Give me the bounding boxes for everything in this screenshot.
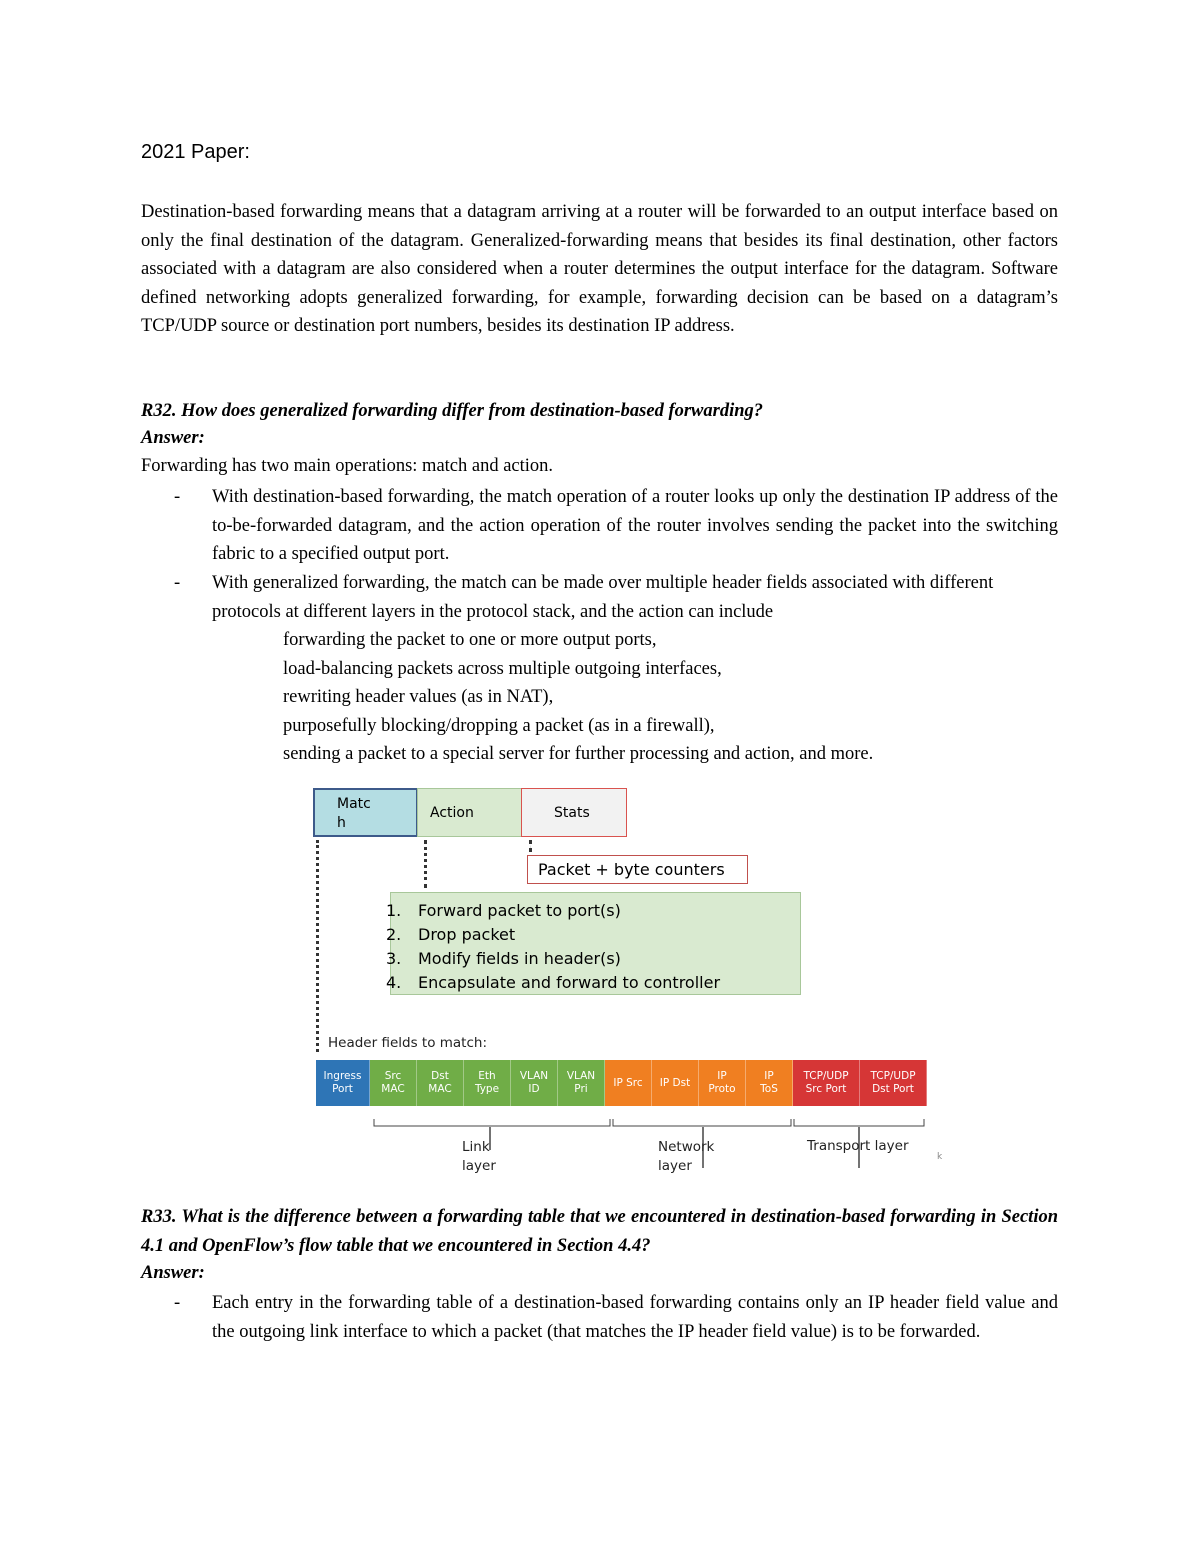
r32-bullet-text: With generalized forwarding, the match can be made over multiple header fields associated with different protocols at different layers in the protocol stack, and the action can include — [212, 573, 994, 622]
action-list-item: 3. Modify fields in header(s) — [386, 949, 621, 968]
header-field: IP Src — [605, 1060, 652, 1106]
intro-paragraph: Destination-based forwarding means that a datagram arriving at a router will be forwarded to an output interface based on only the final destination of the datagram. Generalized-forwarding means that besides its final destination, other factors associated with a datagram are also considered when a router determines the output interface for the datagram. Software defined networking adopts generalized forwarding, for example, forwarding decision can be based on a datagram’s TCP/UDP source or destination port numbers, besides its destination IP address. — [141, 202, 1058, 336]
r32-answer-label: Answer: — [141, 428, 205, 448]
match-label-line2: h — [337, 815, 346, 831]
link-layer-label: Link layer — [462, 1139, 496, 1174]
stray-mark: k — [937, 1152, 943, 1162]
action-item: sending a packet to a special server for further processing and action, and more. — [283, 744, 874, 764]
counters-label: Packet + byte counters — [538, 860, 725, 879]
header-field: VLAN Pri — [558, 1060, 605, 1106]
r33-answer-label: Answer: — [141, 1263, 205, 1283]
action-item: rewriting header values (as in NAT), — [283, 687, 554, 707]
header-field: IP Dst — [652, 1060, 699, 1106]
r32-bullet-text: With destination-based forwarding, the match operation of a router looks up only the destination IP address of the to-be-forwarded datagram, and the action operation of the router involves sending the packet into the switching fabric to a specified output port. — [212, 487, 1058, 564]
layer-brackets — [300, 780, 960, 1175]
bullet-dash: - — [174, 1293, 181, 1313]
transport-layer-bracket — [794, 1119, 924, 1126]
network-layer-label: Network layer — [658, 1139, 715, 1174]
page-heading: 2021 Paper: — [141, 141, 250, 163]
r32-lead: Forwarding has two main operations: match and action. — [141, 456, 554, 476]
flow-table-diagram — [300, 780, 960, 1175]
r32-bullet — [141, 569, 1058, 626]
header-field: Dst MAC — [417, 1060, 464, 1106]
r32-question: R32. How does generalized forwarding differ from destination-based forwarding? — [141, 401, 764, 421]
header-field: Ingress Port — [316, 1060, 370, 1106]
r33-question: R33. What is the difference between a forwarding table that we encountered in destination-based forwarding in Section 4.1 and OpenFlow’s flow table that we encountered in Section 4.4? — [141, 1207, 1058, 1256]
r33-bullet-text: Each entry in the forwarding table of a destination-based forwarding contains only an IP header field value and the outgoing link interface to which a packet (that matches the IP header field value) is to be forwarded. — [212, 1293, 1058, 1342]
link-layer-bracket — [374, 1119, 610, 1126]
header-field: Src MAC — [370, 1060, 417, 1106]
r32-bullet — [141, 483, 1058, 569]
action-label: Action — [430, 804, 474, 821]
action-list-item: 1. Forward packet to port(s) — [386, 901, 621, 920]
action-list-item: 2. Drop packet — [386, 925, 516, 944]
header-field: VLAN ID — [511, 1060, 558, 1106]
header-field: IP Proto — [699, 1060, 746, 1106]
bullet-dash: - — [174, 573, 181, 593]
action-item: load-balancing packets across multiple outgoing interfaces, — [283, 659, 722, 679]
match-label-line1: Matc — [337, 796, 371, 812]
action-item: purposefully blocking/dropping a packet (as in a firewall), — [283, 716, 715, 736]
action-item: forwarding the packet to one or more output ports, — [283, 630, 657, 650]
transport-layer-label: Transport layer — [807, 1138, 909, 1154]
header-fields-label: Header fields to match: — [328, 1035, 487, 1051]
stats-label: Stats — [554, 804, 590, 821]
bullet-dash: - — [174, 487, 181, 507]
r33-bullet — [141, 1289, 1058, 1346]
network-layer-bracket — [613, 1119, 791, 1126]
action-list-item: 4. Encapsulate and forward to controller — [386, 973, 721, 992]
header-field: TCP/UDP Src Port — [793, 1060, 860, 1106]
header-field: Eth Type — [464, 1060, 511, 1106]
header-field: IP ToS — [746, 1060, 793, 1106]
header-field: TCP/UDP Dst Port — [860, 1060, 927, 1106]
